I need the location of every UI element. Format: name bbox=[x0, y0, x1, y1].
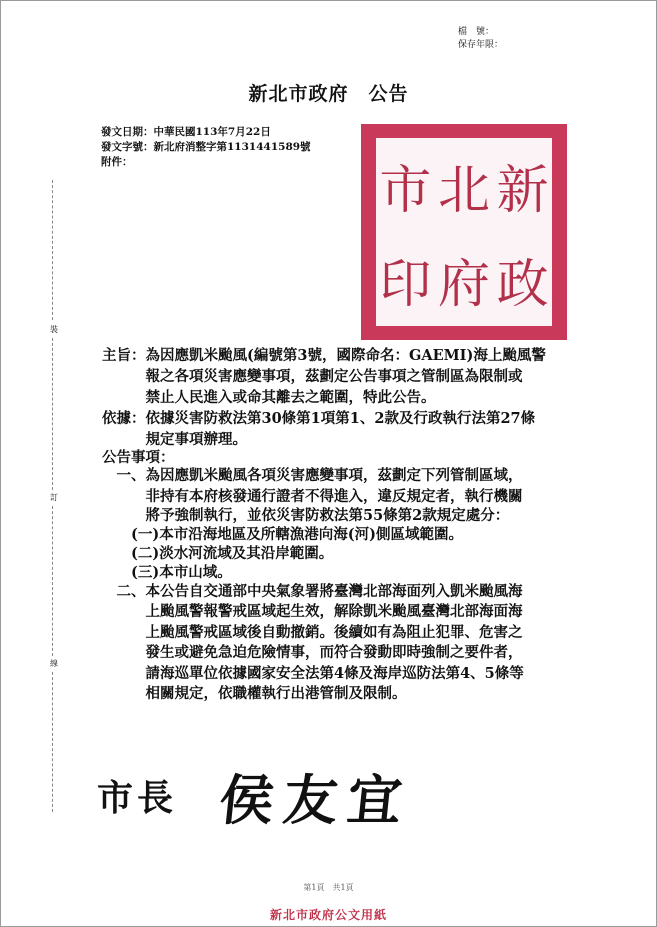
page-number: 第1頁 共1頁 bbox=[303, 883, 354, 892]
signatory-signature: 侯友宜 bbox=[216, 768, 415, 832]
text-line: (三)本市山域。 bbox=[102, 564, 232, 581]
text-line: (一)本市沿海地區及所轄漁港向海(河)側區域範圍。 bbox=[102, 526, 463, 543]
text-line: 上颱風警報警戒區域起生效，解除凱米颱風臺灣北部海面海 bbox=[102, 603, 523, 620]
seal-char: 印 bbox=[379, 254, 432, 315]
issue-date: 發文日期：中華民國113年7月22日 bbox=[101, 126, 271, 138]
binding-line bbox=[52, 338, 53, 490]
text-line: 主旨：為因應凱米颱風(編號第3號，國際命名：GAEMI)海上颱風警 bbox=[102, 347, 546, 364]
text-line: 報之各項災害應變事項，茲劃定公告事項之管制區為限制或 bbox=[102, 368, 523, 385]
binding-line bbox=[52, 672, 53, 812]
attachment: 附件： bbox=[101, 156, 133, 168]
seal-char: 北 bbox=[437, 160, 490, 221]
document-meta bbox=[101, 125, 311, 170]
text-line: 一、為因應凱米颱風各項災害應變事項，茲劃定下列管制區域， bbox=[102, 467, 523, 484]
filing-info bbox=[458, 26, 503, 52]
text-line: 禁止人民進入或命其離去之範圍，特此公告。 bbox=[102, 389, 436, 406]
binding-mark: 訂 bbox=[50, 493, 58, 502]
seal-face bbox=[376, 138, 552, 326]
official-seal bbox=[361, 124, 567, 340]
text-line: 依據：依據災害防救法第30條第1項第1、2款及行政執行法第27條 bbox=[102, 410, 536, 427]
text-line: 二、本公告自交通部中央氣象署將臺灣北部海面列入凱米颱風海 bbox=[102, 583, 523, 600]
footer-letterhead: 新北市政府公文用紙 bbox=[269, 908, 387, 922]
file-number-label: 檔 號： bbox=[458, 27, 495, 37]
seal-char: 新 bbox=[496, 160, 549, 221]
binding-line bbox=[52, 180, 53, 320]
document-number: 發文字號：新北府消整字第1131441589號 bbox=[101, 141, 311, 153]
text-line: 規定事項辦理。 bbox=[102, 431, 247, 448]
retention-label: 保存年限： bbox=[458, 40, 504, 50]
text-line: 上颱風警戒區域後自動撤銷。後續如有為阻止犯罪、危害之 bbox=[102, 624, 523, 641]
signatory-title: 市長 bbox=[97, 777, 178, 819]
binding-line bbox=[52, 506, 53, 656]
binding-mark: 線 bbox=[50, 659, 58, 668]
seal-char: 政 bbox=[496, 254, 549, 315]
seal-char: 市 bbox=[379, 160, 432, 221]
binding-mark: 裝 bbox=[50, 325, 58, 334]
text-line: 發生或避免急迫危險情事，而符合發動即時強制之要件者， bbox=[102, 644, 523, 661]
seal-char: 府 bbox=[437, 254, 490, 315]
text-line: 公告事項： bbox=[102, 449, 175, 466]
text-line: 將予強制執行，並依災害防救法第55條第2款規定處分： bbox=[102, 507, 510, 524]
text-line: 相關規定，依職權執行出港管制及限制。 bbox=[102, 685, 407, 702]
document-title: 新北市政府 公告 bbox=[248, 83, 409, 105]
text-line: (二)淡水河流域及其沿岸範圍。 bbox=[102, 545, 334, 562]
text-line: 非持有本府核發通行證者不得進入，違反規定者，執行機關 bbox=[102, 488, 523, 505]
text-line: 請海巡單位依據國家安全法第4條及海岸巡防法第4、5條等 bbox=[102, 665, 524, 682]
